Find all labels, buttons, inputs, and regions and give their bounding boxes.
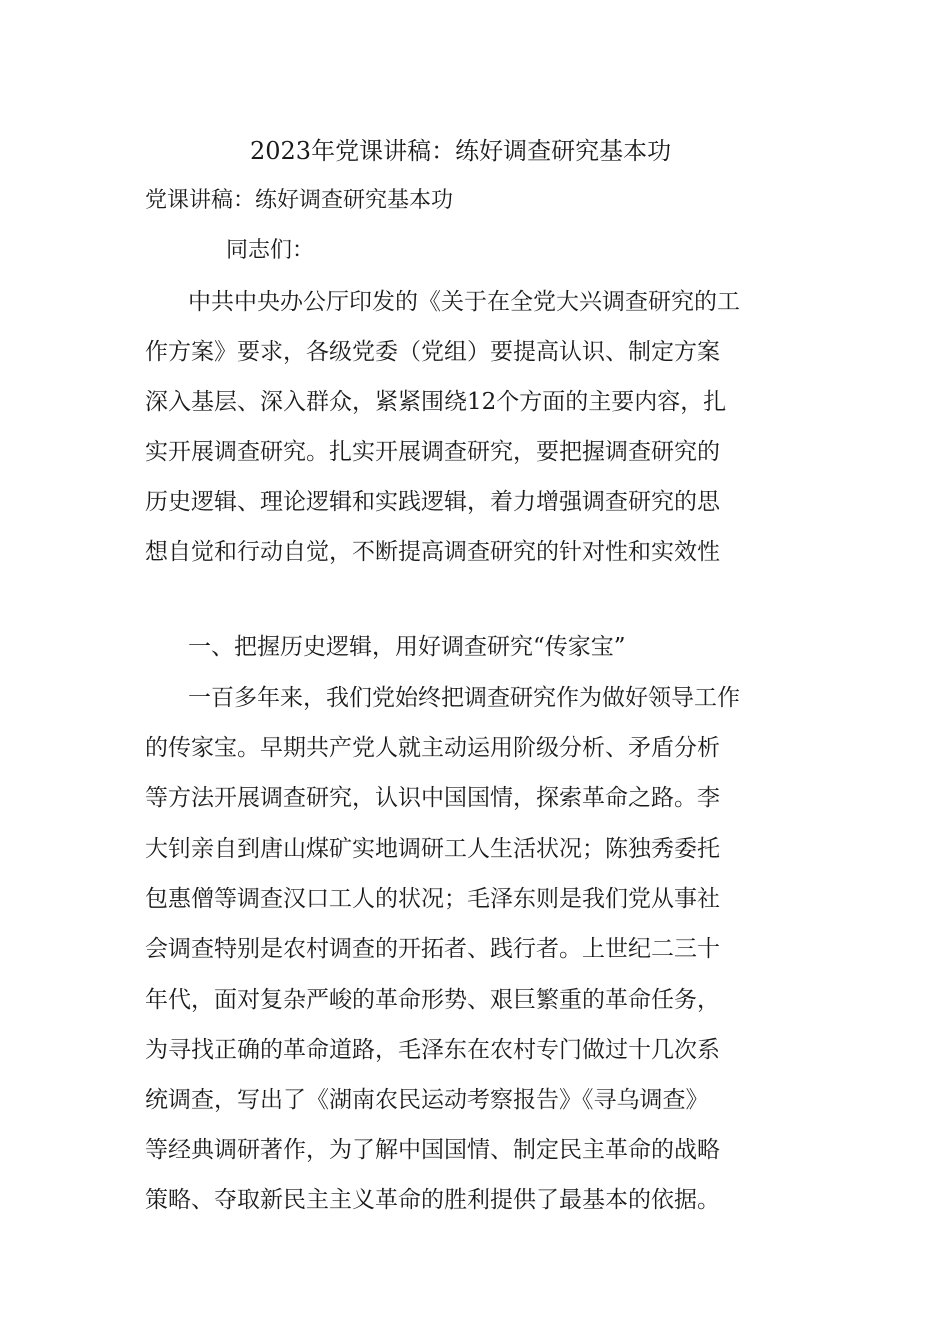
document-subtitle: 党课讲稿：练好调查研究基本功: [145, 188, 454, 213]
paragraph-line: 想自觉和行动自觉，不断提高调查研究的针对性和实效性: [145, 539, 720, 565]
document-title: 2023年党课讲稿：练好调查研究基本功: [250, 137, 672, 165]
paragraph-line: 等经典调研著作，为了解中国国情、制定民主革命的战略: [145, 1137, 720, 1163]
paragraph-line: 一百多年来，我们党始终把调查研究作为做好领导工作: [188, 685, 740, 711]
section-heading: 一、把握历史逻辑，用好调查研究“传家宝”: [188, 634, 626, 660]
paragraph-line: 作方案》要求，各级党委（党组）要提高认识、制定方案: [145, 339, 720, 365]
paragraph-line: 年代，面对复杂严峻的革命形势、艰巨繁重的革命任务，: [145, 987, 720, 1013]
paragraph-line: 实开展调查研究。扎实开展调查研究，要把握调查研究的: [145, 439, 720, 465]
paragraph-line: 大钊亲自到唐山煤矿实地调研工人生活状况；陈独秀委托: [145, 836, 720, 862]
paragraph-line: 为寻找正确的革命道路，毛泽东在农村专门做过十几次系: [145, 1037, 720, 1063]
paragraph-line: 会调查特别是农村调查的开拓者、践行者。上世纪二三十: [145, 936, 720, 962]
paragraph-line: 策略、夺取新民主主义革命的胜利提供了最基本的依据。: [145, 1187, 720, 1213]
paragraph-line: 深入基层、深入群众，紧紧围绕12个方面的主要内容，扎: [145, 389, 727, 415]
paragraph-line: 历史逻辑、理论逻辑和实践逻辑，着力增强调查研究的思: [145, 489, 720, 515]
salutation: 同志们：: [226, 238, 315, 263]
paragraph-line: 包惠僧等调查汉口工人的状况；毛泽东则是我们党从事社: [145, 886, 720, 912]
paragraph-line: 统调查，写出了《湖南农民运动考察报告》《寻乌调查》: [145, 1087, 709, 1113]
paragraph-line: 等方法开展调查研究，认识中国国情，探索革命之路。李: [145, 785, 720, 811]
paragraph-line: 中共中央办公厅印发的《关于在全党大兴调查研究的工: [188, 289, 740, 315]
paragraph-line: 的传家宝。早期共产党人就主动运用阶级分析、矛盾分析: [145, 735, 720, 761]
